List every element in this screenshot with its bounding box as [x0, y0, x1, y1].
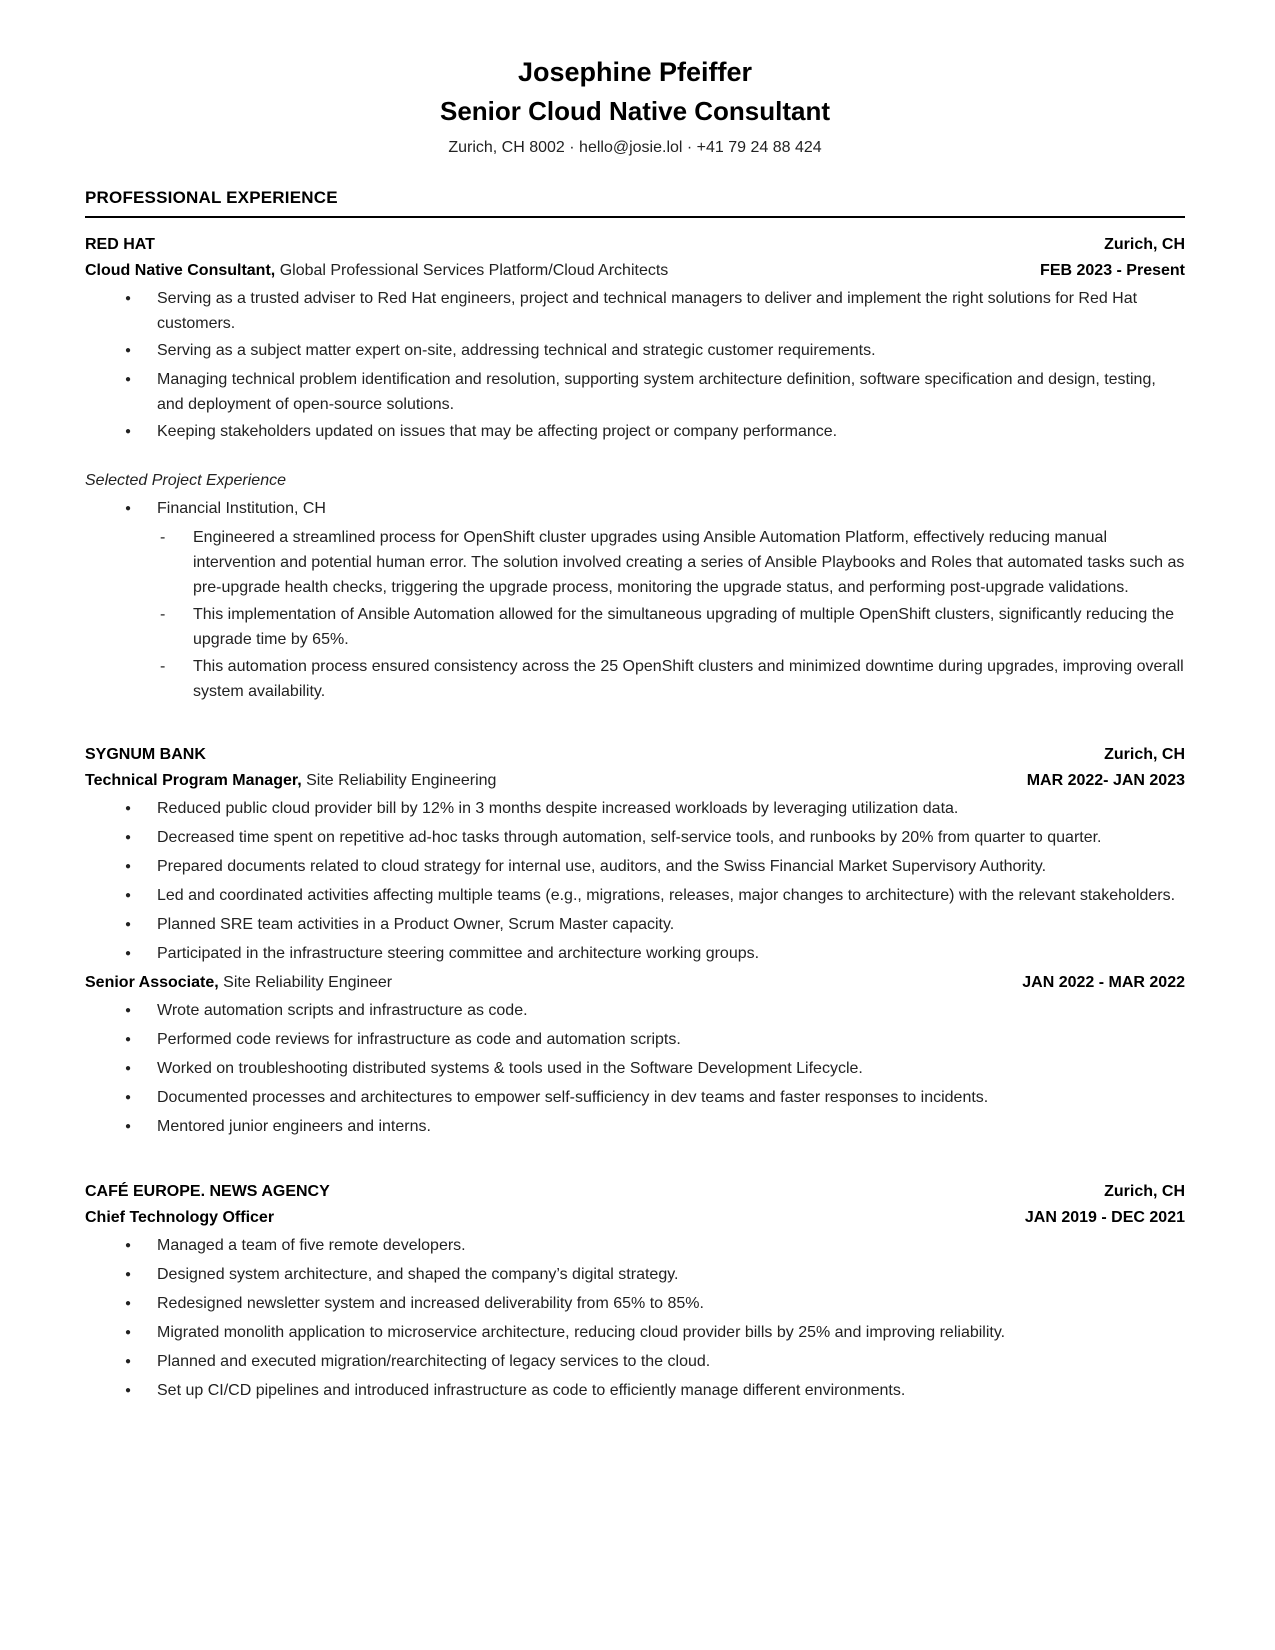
bullet-text: Reduced public cloud provider bill by 12% in 3 months despite increased workloads by leveraging utilization data. [157, 800, 959, 818]
bullet-dot-icon [125, 998, 157, 1025]
bullet-dot-icon [125, 796, 157, 823]
projects-bullet-list [85, 496, 1185, 704]
company-location: Zurich, CH [1104, 746, 1185, 764]
bullet-text: Participated in the infrastructure steering committee and architecture working groups. [157, 945, 760, 963]
bullet-item [85, 1233, 1185, 1260]
sub-bullet-item [85, 654, 1185, 704]
role-title-detail: Site Reliability Engineer [223, 974, 393, 992]
bullet-dot-icon [125, 825, 157, 852]
bullet-dot-icon [125, 286, 157, 336]
section-title-professional-experience: PROFESSIONAL EXPERIENCE [85, 188, 1185, 218]
company-row [85, 1179, 1185, 1204]
bullet-dot-icon [125, 419, 157, 446]
resume-header [85, 56, 1185, 158]
bullet-item [85, 1349, 1185, 1376]
bullet-text: Set up CI/CD pipelines and introduced infrastructure as code to efficiently manage different environments. [157, 1382, 906, 1400]
company-location: Zurich, CH [1104, 1183, 1185, 1201]
bullet-dot-icon [125, 1085, 157, 1112]
role-title: Technical Program Manager, [85, 772, 302, 790]
bullet-item [85, 854, 1185, 881]
role-row [85, 970, 1185, 995]
bullet-dot-icon [125, 496, 157, 523]
bullet-item [85, 1320, 1185, 1347]
sub-bullet-text: This automation process ensured consistency across the 25 OpenShift clusters and minimized downtime during upgrades, improving overall system availability. [193, 658, 1184, 701]
bullet-item [85, 912, 1185, 939]
contact-line: Zurich, CH 8002 · hello@josie.lol · +41 79 24 88 424 [448, 138, 822, 156]
sub-bullet-item [85, 525, 1185, 600]
role-bullet-list [85, 796, 1185, 968]
role-dates: JAN 2019 - DEC 2021 [1024, 1209, 1185, 1227]
company-row [85, 742, 1185, 767]
bullet-item [85, 1262, 1185, 1289]
person-job-title: Senior Cloud Native Consultant [439, 96, 831, 127]
bullet-dot-icon [125, 883, 157, 910]
dash-icon [160, 525, 193, 600]
bullet-dot-icon [125, 1291, 157, 1318]
bullet-text: Managed a team of five remote developers. [157, 1237, 466, 1255]
bullet-item [85, 286, 1185, 336]
company-name: RED HAT [85, 236, 155, 254]
bullet-dot-icon [125, 1233, 157, 1260]
bullet-text: Documented processes and architectures to empower self-sufficiency in dev teams and faster responses to incidents. [157, 1089, 989, 1107]
bullet-item [85, 496, 1185, 523]
bullet-item [85, 1378, 1185, 1405]
bullet-item [85, 1027, 1185, 1054]
person-name: Josephine Pfeiffer [517, 57, 753, 87]
sub-bullet-item [85, 602, 1185, 652]
role-row [85, 258, 1185, 283]
bullet-item [85, 1085, 1185, 1112]
company-location: Zurich, CH [1104, 236, 1185, 254]
role-title: Cloud Native Consultant, [85, 262, 276, 280]
bullet-item [85, 883, 1185, 910]
role-dates: MAR 2022- JAN 2023 [1026, 772, 1185, 790]
bullet-text: Planned and executed migration/rearchitecting of legacy services to the cloud. [157, 1353, 711, 1371]
company-name: SYGNUM BANK [85, 746, 206, 764]
bullet-item [85, 796, 1185, 823]
bullet-item [85, 998, 1185, 1025]
bullet-item [85, 1056, 1185, 1083]
role-title-line [85, 1205, 274, 1230]
bullet-item [85, 825, 1185, 852]
bullet-item [85, 1291, 1185, 1318]
bullet-text: Migrated monolith application to microservice architecture, reducing cloud provider bills by 25% and improving reliability. [157, 1324, 1006, 1342]
role-row [85, 1205, 1185, 1230]
bullet-text: Decreased time spent on repetitive ad-hoc tasks through automation, self-service tools, and runbooks by 20% from quarter to quarter. [157, 829, 1102, 847]
bullet-dot-icon [125, 1320, 157, 1347]
sub-bullet-text: Engineered a streamlined process for OpenShift cluster upgrades using Ansible Automation Platform, effectively reducing manual intervention and potential human error. The solution involved creating a series of Ansible Playbooks and Roles that automated tasks such as pre-upgrade health checks, triggering the upgrade process, monitoring the upgrade status, and performing post-upgrade validations. [193, 529, 1185, 597]
employer-sygnum-bank [85, 742, 1185, 1141]
bullet-dot-icon [125, 854, 157, 881]
bullet-dot-icon [125, 1056, 157, 1083]
role-row [85, 768, 1185, 793]
bullet-dot-icon [125, 912, 157, 939]
bullet-text: Serving as a trusted adviser to Red Hat engineers, project and technical managers to deliver and implement the right solutions for Red Hat customers. [157, 290, 1138, 333]
sub-bullet-text: This implementation of Ansible Automation allowed for the simultaneous upgrading of multiple OpenShift clusters, significantly reducing the upgrade time by 65%. [193, 606, 1174, 649]
bullet-dot-icon [125, 1349, 157, 1376]
bullet-dot-icon [125, 1027, 157, 1054]
dash-icon [160, 654, 193, 704]
role-bullet-list [85, 998, 1185, 1141]
role-title-line [85, 970, 392, 995]
bullet-text: Managing technical problem identification and resolution, supporting system architecture definition, software specification and design, testing, and deployment of open-source solutions. [157, 371, 1156, 414]
role-title-line [85, 258, 668, 283]
bullet-text: Wrote automation scripts and infrastructure as code. [157, 1002, 528, 1020]
bullet-item [85, 1114, 1185, 1141]
company-name: CAFÉ EUROPE. NEWS AGENCY [85, 1183, 330, 1201]
role-title-line [85, 768, 496, 793]
bullet-dot-icon [125, 941, 157, 968]
role-title-detail: Global Professional Services Platform/Cloud Architects [279, 262, 669, 280]
bullet-text: Led and coordinated activities affecting multiple teams (e.g., migrations, releases, major changes to architecture) with the relevant stakeholders. [157, 887, 1176, 905]
company-row [85, 232, 1185, 257]
role-title-detail: Site Reliability Engineering [306, 772, 497, 790]
bullet-text: Designed system architecture, and shaped the company’s digital strategy. [157, 1266, 679, 1284]
bullet-text: Planned SRE team activities in a Product Owner, Scrum Master capacity. [157, 916, 675, 934]
bullet-text: Keeping stakeholders updated on issues that may be affecting project or company performance. [157, 423, 838, 441]
bullet-text: Performed code reviews for infrastructure as code and automation scripts. [157, 1031, 681, 1049]
employer-cafe-europe [85, 1179, 1185, 1405]
dash-icon [160, 602, 193, 652]
bullet-dot-icon [125, 1262, 157, 1289]
bullet-text: Prepared documents related to cloud strategy for internal use, auditors, and the Swiss Financial Market Supervisory Authority. [157, 858, 1047, 876]
bullet-dot-icon [125, 367, 157, 417]
bullet-item [85, 338, 1185, 365]
bullet-dot-icon [125, 1378, 157, 1405]
bullet-text: Worked on troubleshooting distributed systems & tools used in the Software Development Lifecycle. [157, 1060, 863, 1078]
projects-subsection-label: Selected Project Experience [85, 472, 286, 490]
role-dates: FEB 2023 - Present [1040, 262, 1185, 280]
bullet-text: Mentored junior engineers and interns. [157, 1118, 431, 1136]
bullet-dot-icon [125, 338, 157, 365]
project-client: Financial Institution, CH [157, 500, 326, 518]
role-dates: JAN 2022 - MAR 2022 [1022, 974, 1185, 992]
bullet-text: Redesigned newsletter system and increased deliverability from 65% to 85%. [157, 1295, 704, 1313]
bullet-text: Serving as a subject matter expert on-site, addressing technical and strategic customer requirements. [157, 342, 876, 360]
employer-red-hat [85, 232, 1185, 704]
bullet-item [85, 419, 1185, 446]
bullet-dot-icon [125, 1114, 157, 1141]
role-title: Chief Technology Officer [85, 1209, 275, 1227]
bullet-item [85, 941, 1185, 968]
bullet-item [85, 367, 1185, 417]
role-title: Senior Associate, [85, 974, 219, 992]
role-bullet-list [85, 1233, 1185, 1405]
role-bullet-list [85, 286, 1185, 446]
